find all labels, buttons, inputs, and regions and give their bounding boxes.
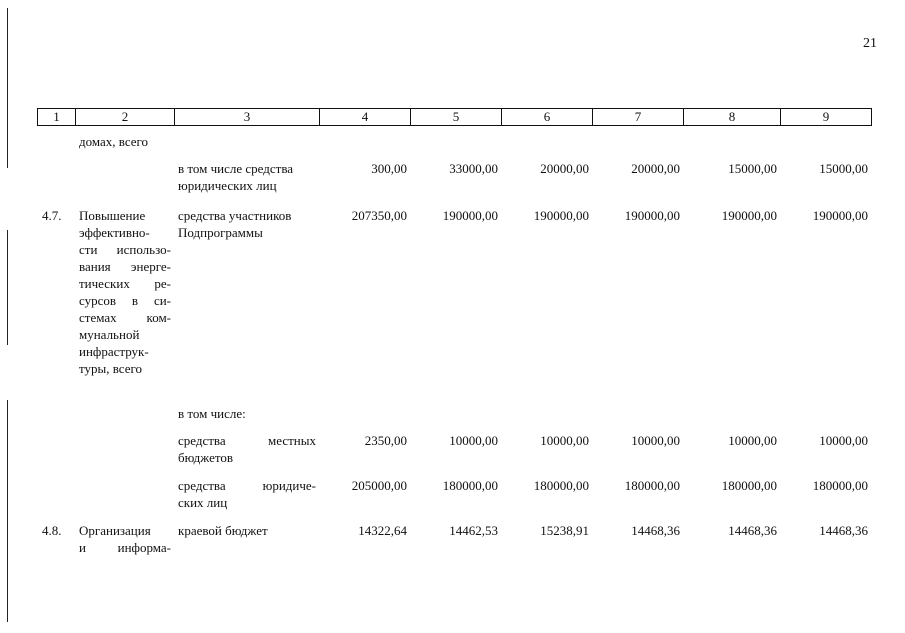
header-col-7: 7: [593, 109, 684, 125]
header-col-9: 9: [822, 109, 830, 124]
row-47-col2-line: туры, всего: [79, 361, 143, 376]
header-col-5: 5: [411, 109, 502, 125]
row-a-col2: домах, всего: [79, 134, 149, 149]
row-48-value-col6: 15238,91: [540, 523, 589, 538]
row-48-value-col8: 14468,36: [728, 523, 777, 538]
row-47-value-col8: 190000,00: [721, 208, 777, 223]
row-47-value-col4: 207350,00: [351, 208, 407, 223]
row-legal-value-col7: 180000,00: [624, 478, 680, 493]
row-48-value-col9: 14468,36: [819, 523, 868, 538]
row-47-col2-line: эффективно-: [79, 225, 150, 240]
row-47-col2-line: сурсов в си-: [79, 293, 171, 308]
header-col-3: 3: [175, 109, 320, 125]
row-48-col2-line1: Организация: [79, 523, 151, 538]
row-47-col2-line: сти использо-: [79, 242, 171, 257]
row-48-col2-line2: и информа-: [79, 540, 171, 555]
header-col-2: 2: [76, 109, 175, 125]
row-b-col3-line1: в том числе средства: [178, 161, 294, 176]
header-col-6: 6: [502, 109, 593, 125]
page-edge-line: [7, 230, 8, 345]
row-b-value-col9: 15000,00: [819, 161, 868, 176]
row-legal-value-col9: 180000,00: [812, 478, 868, 493]
row-47-value-col6: 190000,00: [533, 208, 589, 223]
row-local-value-col9: 10000,00: [819, 433, 868, 448]
row-48-number: 4.8.: [42, 523, 62, 538]
row-47-col2-line: мунальной: [79, 327, 140, 342]
row-b-value-col8: 15000,00: [728, 161, 777, 176]
row-47-col2-line: тических ре-: [79, 276, 171, 291]
row-b-value-col6: 20000,00: [540, 161, 589, 176]
row-b-value-col7: 20000,00: [631, 161, 680, 176]
row-48-value-col7: 14468,36: [631, 523, 680, 538]
header-col-8: 8: [684, 109, 781, 125]
row-local-value-col5: 10000,00: [449, 433, 498, 448]
row-48-value-col5: 14462,53: [449, 523, 498, 538]
row-47-col2-line: вания энерге-: [79, 259, 171, 274]
row-local-value-col6: 10000,00: [540, 433, 589, 448]
row-47-col2-line: стемах ком-: [79, 310, 171, 325]
row-local-col3-line2: бюджетов: [178, 450, 234, 465]
row-local-col3-line1: средства местных: [178, 433, 316, 448]
row-local-value-col7: 10000,00: [631, 433, 680, 448]
page-edge-line: [7, 8, 8, 168]
row-b-col3-line2: юридических лиц: [178, 178, 277, 193]
row-b-value-col4: 300,00: [371, 161, 407, 176]
row-47-value-col9: 190000,00: [812, 208, 868, 223]
header-col-4: 4: [320, 109, 411, 125]
row-legal-value-col4: 205000,00: [351, 478, 407, 493]
row-legal-value-col5: 180000,00: [442, 478, 498, 493]
row-47-value-col5: 190000,00: [442, 208, 498, 223]
row-48-value-col4: 14322,64: [358, 523, 407, 538]
row-47-col2-line: инфраструк-: [79, 344, 149, 359]
header-col-1: 1: [38, 109, 76, 125]
table-header-row: [37, 108, 872, 126]
row-47-col2-line: Повышение: [79, 208, 146, 223]
page-number: 21: [863, 36, 877, 51]
row-incl-col3: в том числе:: [178, 406, 246, 421]
row-local-value-col4: 2350,00: [364, 433, 407, 448]
row-legal-value-col8: 180000,00: [721, 478, 777, 493]
page-edge-line: [7, 400, 8, 622]
row-47-col3-line2: Подпрограммы: [178, 225, 263, 240]
row-48-col3: краевой бюджет: [178, 523, 268, 538]
row-legal-col3-line1: средства юридиче-: [178, 478, 316, 493]
row-47-number: 4.7.: [42, 208, 62, 223]
row-b-value-col5: 33000,00: [449, 161, 498, 176]
row-47-col3-line1: средства участников: [178, 208, 292, 223]
row-local-value-col8: 10000,00: [728, 433, 777, 448]
row-legal-col3-line2: ских лиц: [178, 495, 228, 510]
row-47-value-col7: 190000,00: [624, 208, 680, 223]
row-legal-value-col6: 180000,00: [533, 478, 589, 493]
